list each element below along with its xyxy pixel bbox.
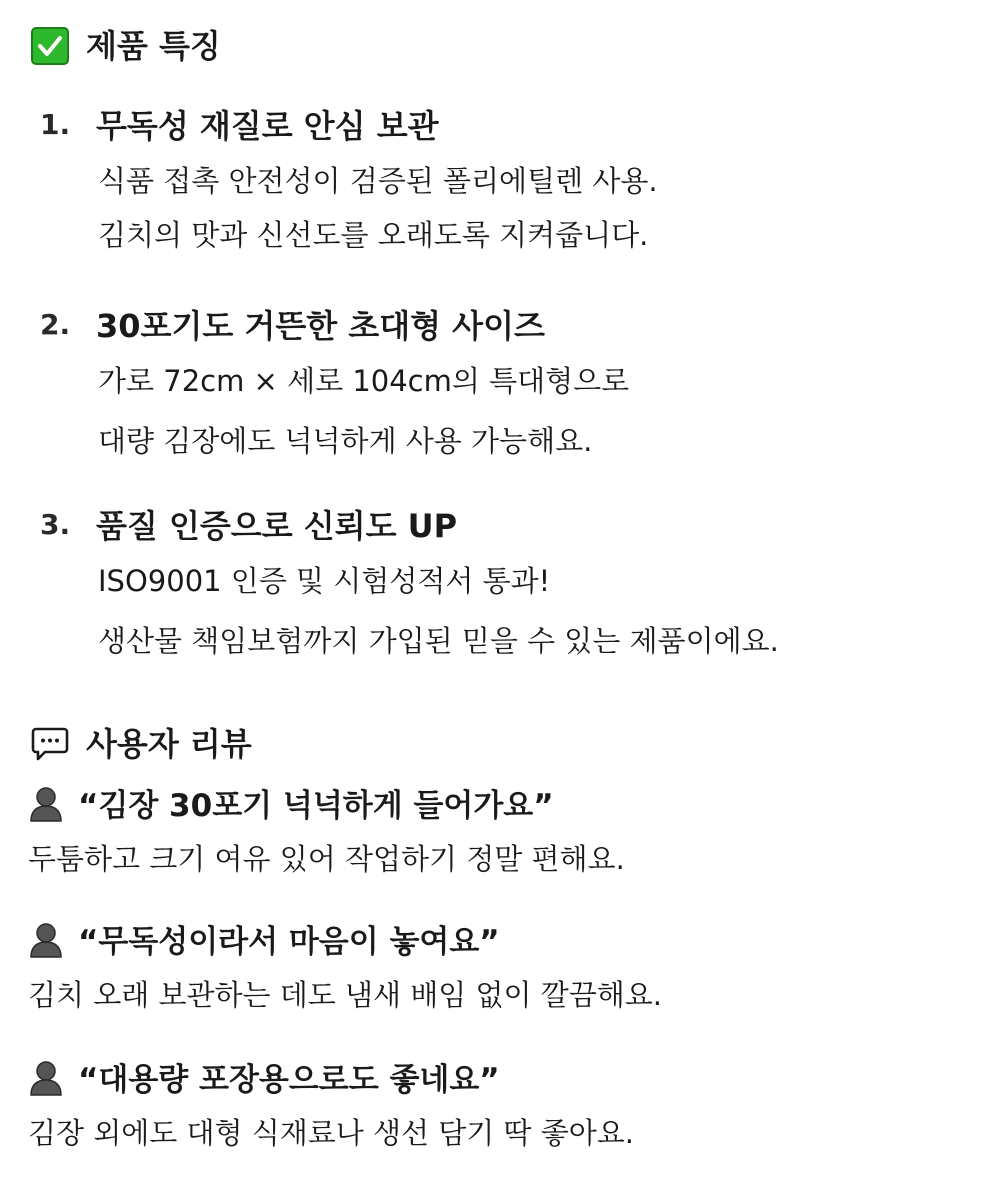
review-item — [28, 1052, 990, 1168]
feature-description-line: 생산물 책임보험까지 가입된 믿을 수 있는 제품이에요. — [98, 624, 779, 658]
feature-number: 2. — [40, 307, 71, 341]
review-quote: “무독성이라서 마음이 놓여요” — [78, 923, 500, 960]
reviews-heading-label: 사용자 리뷰 — [86, 725, 252, 763]
feature-description-line: 가로 72cm × 세로 104cm의 특대형으로 — [98, 364, 630, 398]
bust-silhouette-icon — [28, 1056, 64, 1096]
review-item — [28, 778, 990, 894]
review-item — [28, 914, 990, 1030]
reviews-heading — [30, 722, 252, 766]
feature-description-line: 대량 김장에도 넉넉하게 사용 가능해요. — [98, 424, 593, 458]
review-quote: “대용량 포장용으로도 좋네요” — [78, 1061, 500, 1098]
feature-description-line: 식품 접촉 안전성이 검증된 폴리에틸렌 사용. — [98, 164, 658, 198]
check-mark-button-icon — [30, 26, 70, 66]
review-quote: “김장 30포기 넉넉하게 들어가요” — [78, 787, 554, 824]
feature-description-line: 김치의 맛과 신선도를 오래도록 지켜줍니다. — [98, 218, 649, 252]
features-heading — [30, 24, 221, 68]
feature-title: 품질 인증으로 신뢰도 UP — [96, 507, 458, 545]
bust-silhouette-icon — [28, 918, 64, 958]
review-body: 두툼하고 크기 여유 있어 작업하기 정말 편해요. — [28, 842, 625, 876]
review-body: 김치 오래 보관하는 데도 냄새 배임 없이 깔끔해요. — [28, 978, 663, 1012]
feature-description-line: ISO9001 인증 및 시험성적서 통과! — [98, 564, 551, 598]
feature-item — [40, 98, 980, 266]
speech-balloon-icon — [30, 724, 70, 764]
feature-item — [40, 498, 980, 672]
review-body: 김장 외에도 대형 식재료나 생선 담기 딱 좋아요. — [28, 1116, 635, 1150]
feature-title: 30포기도 거뜬한 초대형 사이즈 — [96, 307, 545, 345]
feature-item — [40, 298, 980, 472]
feature-title: 무독성 재질로 안심 보관 — [96, 107, 439, 145]
bust-silhouette-icon — [28, 782, 64, 822]
feature-number: 1. — [40, 107, 71, 141]
feature-number: 3. — [40, 507, 71, 541]
features-heading-label: 제품 특징 — [86, 27, 221, 65]
